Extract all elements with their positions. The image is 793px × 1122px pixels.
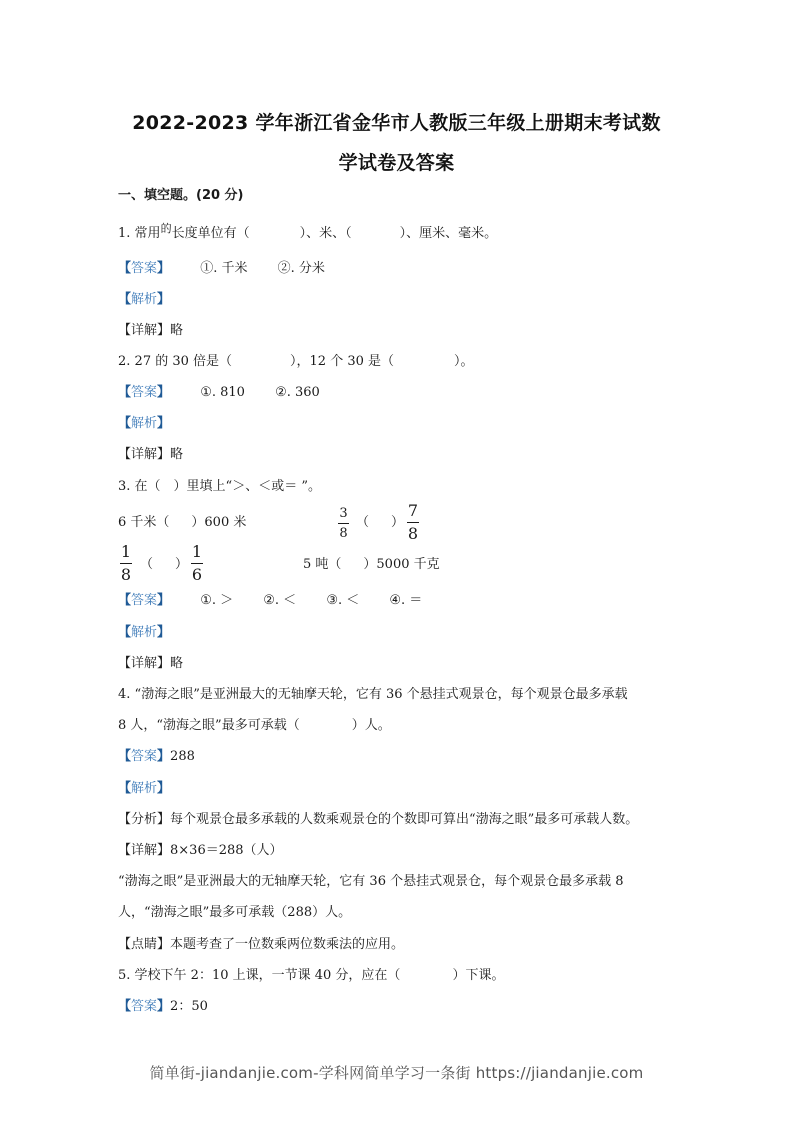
fraction-3-8: 3 8 xyxy=(339,506,348,541)
question-3: 3. 在（ ）里填上“＞、＜或＝ ”。 xyxy=(118,479,321,494)
answer-row-3: 【答案】 ①. ＞ ②. ＜ ③. ＜ ④. ＝ xyxy=(118,593,423,608)
question-1: 1. 常用$^的$长度单位有（ ）、米、（ ）、厘米、毫米。 xyxy=(118,222,498,241)
detail-row-3: 【详解】略 xyxy=(118,656,184,671)
compare-blank-b: （ ） xyxy=(356,515,405,530)
answer-item: ②. 分米 xyxy=(277,261,325,276)
answer-row-4: 【答案】288 xyxy=(118,749,195,764)
document-title-line1: 2022-2023 学年浙江省金华市人教版三年级上册期末考试数 xyxy=(132,112,661,134)
detail-row-1: 【详解】略 xyxy=(118,323,184,338)
question-2: 2. 27 的 30 倍是（ ），12 个 30 是（ ）。 xyxy=(118,354,474,369)
answer-value: 2：50 xyxy=(170,999,208,1014)
comment-row-4: 【点睛】本题考查了一位数乘两位数乘法的应用。 xyxy=(118,937,405,952)
analyze-label: 【分析】 xyxy=(118,812,171,827)
answer-label: 答案 xyxy=(131,261,158,276)
explain-line1: “渤海之眼”是亚洲最大的无轴摩天轮，它有 36 个悬挂式观景仓，每个观景仓最多承载 8 xyxy=(118,874,624,889)
answer-item: ①. 810 xyxy=(200,385,245,400)
question-5: 5. 学校下午 2：10 上课，一节课 40 分，应在（ ）下课。 xyxy=(118,968,505,983)
detail-label: 【详解】 xyxy=(118,323,171,338)
answer-item: ②. 360 xyxy=(275,385,320,400)
analysis-label-3: 【解析】 xyxy=(118,625,171,640)
section-heading-fill-blank: 一、填空题。(20 分) xyxy=(118,188,244,203)
fraction-1-8: 1 8 xyxy=(120,542,132,584)
explain-line2: 人，“渤海之眼”最多可承载（288）人。 xyxy=(118,905,352,920)
detail-row-4: 【详解】8×36＝288（人） xyxy=(118,843,283,858)
fraction-7-8: 7 8 xyxy=(407,501,419,543)
answer-value: 288 xyxy=(170,749,195,764)
question-number: 1. xyxy=(118,226,131,241)
compare-item-d: 5 吨（ ）5000 千克 xyxy=(303,557,440,572)
document-title-line2: 学试卷及答案 xyxy=(338,152,455,174)
answer-row-1: 【答案】 ①. 千米 ②. 分米 xyxy=(118,261,325,276)
question-4-line2: 8 人，“渤海之眼”最多可承载（ ）人。 xyxy=(118,718,391,733)
answer-item: ①. ＞ xyxy=(200,593,234,608)
compare-item-a: 6 千米（ ）600 米 xyxy=(118,515,247,530)
answer-item: ①. 千米 xyxy=(200,261,248,276)
detail-row-2: 【详解】略 xyxy=(118,447,184,462)
answer-item: ④. ＝ xyxy=(389,593,423,608)
comment-label: 【点睛】 xyxy=(118,937,171,952)
answer-row-5: 【答案】2：50 xyxy=(118,999,208,1014)
compare-blank-c: （ ） xyxy=(140,557,189,572)
answer-item: ②. ＜ xyxy=(263,593,297,608)
answer-item: ③. ＜ xyxy=(326,593,360,608)
analysis-label-4: 【解析】 xyxy=(118,781,171,796)
answer-row-2: 【答案】 ①. 810 ②. 360 xyxy=(118,385,320,400)
fraction-1-6: 1 6 xyxy=(191,542,203,584)
analyze-row-4: 【分析】每个观景仓最多承载的人数乘观景仓的个数即可算出“渤海之眼”最多可承载人数。 xyxy=(118,812,639,827)
analysis-label-1: 【解析】 xyxy=(118,292,171,307)
question-4-line1: 4. “渤海之眼”是亚洲最大的无轴摩天轮，它有 36 个悬挂式观景仓，每个观景仓最多承载 xyxy=(118,687,628,702)
analysis-label-2: 【解析】 xyxy=(118,416,171,431)
footer-watermark: 简单街-jiandanjie.com-学科网简单学习一条街 https://jiandanjie.com xyxy=(149,1064,644,1082)
